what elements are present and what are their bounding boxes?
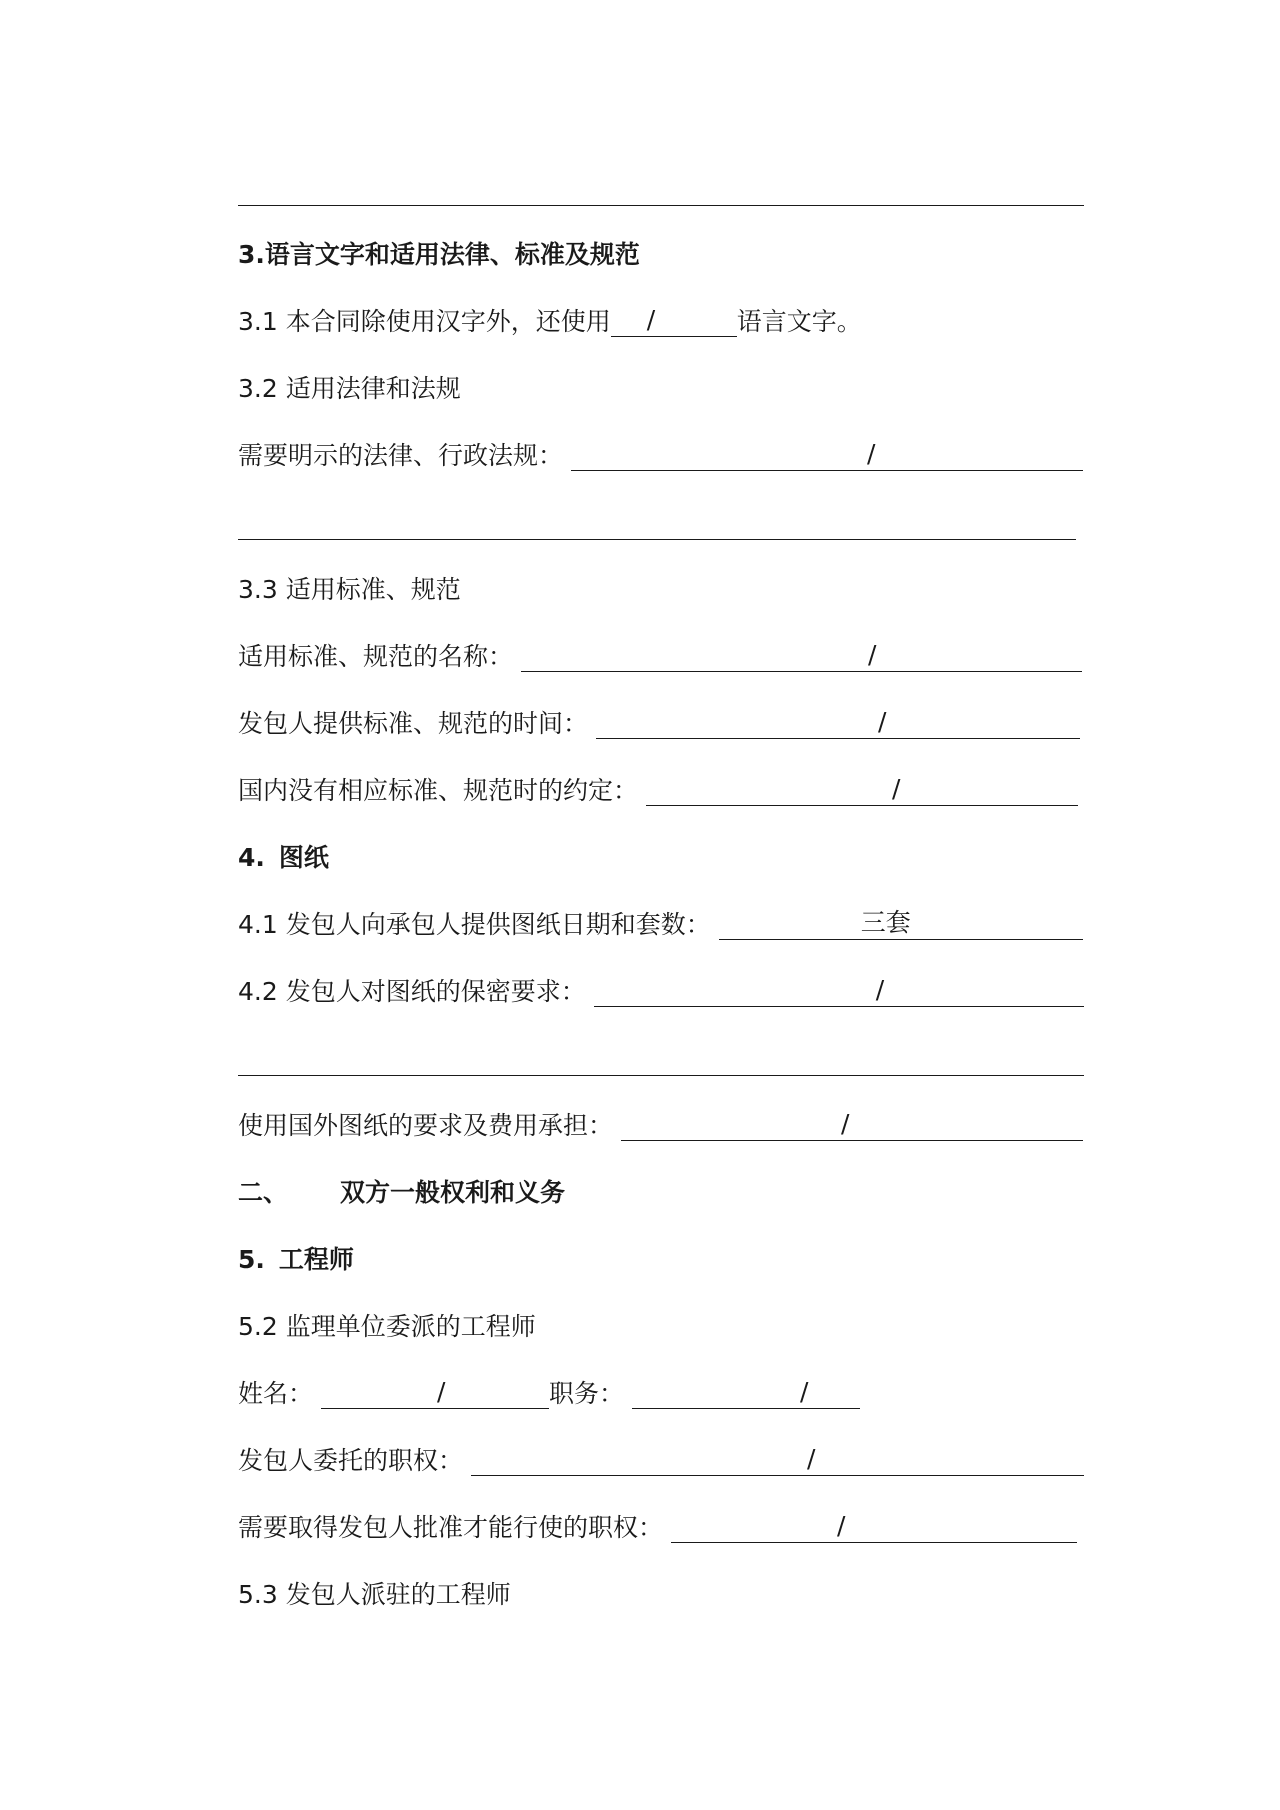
clause-3-1-suffix: 语言文字。 (736, 307, 862, 336)
standards-names-blank[interactable] (521, 642, 1082, 672)
standards-names-label: 适用标准、规范的名称： (238, 642, 514, 671)
engineer-authority-blank[interactable] (471, 1446, 1084, 1476)
no-domestic-standard-blank[interactable] (646, 776, 1078, 806)
clause-3-1-prefix: 3.1 本合同除使用汉字外，还使用 (238, 307, 611, 336)
clause-4-1-blank[interactable] (719, 910, 1083, 940)
standards-time-label: 发包人提供标准、规范的时间： (238, 709, 589, 738)
top-blank-line (238, 205, 1084, 206)
part-2-heading-num: 二、 (238, 1178, 289, 1207)
engineer-title-blank[interactable] (632, 1379, 860, 1409)
laws-regulations-blank[interactable] (571, 441, 1083, 471)
clause-5-2-heading (238, 1312, 536, 1342)
engineer-authority-row (238, 1446, 1084, 1476)
clause-3-1-blank[interactable] (611, 307, 737, 337)
engineer-name-label: 姓名： (238, 1379, 314, 1408)
clause-5-3-heading-text: 5.3 发包人派驻的工程师 (238, 1580, 511, 1609)
laws-regulations-row (238, 441, 1083, 471)
laws-regulations-value: / (867, 439, 876, 468)
standards-time-value: / (878, 707, 887, 736)
clause-3-1 (238, 307, 862, 337)
standards-time-blank[interactable] (596, 709, 1080, 739)
engineer-authority-value: / (807, 1444, 816, 1473)
engineer-name-value: / (437, 1377, 446, 1406)
no-domestic-standard-row (238, 776, 1078, 806)
section-3-heading-text: 3.语言文字和适用法律、标准及规范 (238, 240, 640, 269)
clause-5-3-heading (238, 1580, 511, 1610)
foreign-drawings-label: 使用国外图纸的要求及费用承担： (238, 1111, 614, 1140)
standards-names-row (238, 642, 1082, 672)
section-5-heading-num: 5. (238, 1245, 265, 1274)
engineer-name-title-row (238, 1379, 860, 1409)
standards-time-row (238, 709, 1080, 739)
no-domestic-standard-label: 国内没有相应标准、规范时的约定： (238, 776, 639, 805)
clause-4-2-label: 4.2 发包人对图纸的保密要求： (238, 977, 586, 1006)
section-4-heading (238, 843, 329, 873)
section-4-heading-text: 图纸 (278, 843, 329, 872)
clause-3-2-heading-text: 3.2 适用法律和法规 (238, 374, 461, 403)
clause-3-3-heading-text: 3.3 适用标准、规范 (238, 575, 461, 604)
standards-names-value: / (868, 640, 877, 669)
engineer-title-value: / (800, 1377, 809, 1406)
clause-4-2-value: / (875, 975, 885, 1004)
engineer-authority-label: 发包人委托的职权： (238, 1446, 464, 1475)
foreign-drawings-row (238, 1111, 1083, 1141)
approval-authority-blank[interactable] (671, 1513, 1077, 1543)
clause-3-2-heading (238, 374, 461, 404)
clause-4-1-value: 三套 (860, 908, 911, 937)
section-5-heading (238, 1245, 354, 1275)
part-2-heading-text: 双方一般权利和义务 (340, 1178, 566, 1207)
clause-4-2-blank[interactable] (594, 977, 1084, 1007)
section-4-heading-num: 4. (238, 843, 265, 872)
foreign-drawings-value: / (841, 1109, 850, 1138)
approval-authority-value: / (837, 1511, 846, 1540)
section-5-heading-text: 工程师 (278, 1245, 354, 1274)
approval-authority-label: 需要取得发包人批准才能行使的职权： (238, 1513, 664, 1542)
no-domestic-standard-value: / (892, 774, 901, 803)
engineer-name-blank[interactable] (321, 1379, 549, 1409)
clause-4-1-label: 4.1 发包人向承包人提供图纸日期和套数： (238, 910, 711, 939)
laws-regulations-label: 需要明示的法律、行政法规： (238, 441, 564, 470)
part-2-heading (238, 1178, 565, 1208)
section-3-heading (238, 240, 640, 270)
foreign-drawings-blank[interactable] (621, 1111, 1083, 1141)
laws-regulations-extra-line (238, 539, 1076, 540)
clause-4-2-extra-line (238, 1075, 1084, 1076)
clause-3-3-heading (238, 575, 461, 605)
engineer-title-label: 职务： (549, 1379, 625, 1408)
clause-5-2-heading-text: 5.2 监理单位委派的工程师 (238, 1312, 536, 1341)
clause-3-1-value: / (646, 305, 656, 334)
clause-4-2-row (238, 977, 1084, 1007)
approval-authority-row (238, 1513, 1077, 1543)
clause-4-1-row (238, 910, 1083, 940)
